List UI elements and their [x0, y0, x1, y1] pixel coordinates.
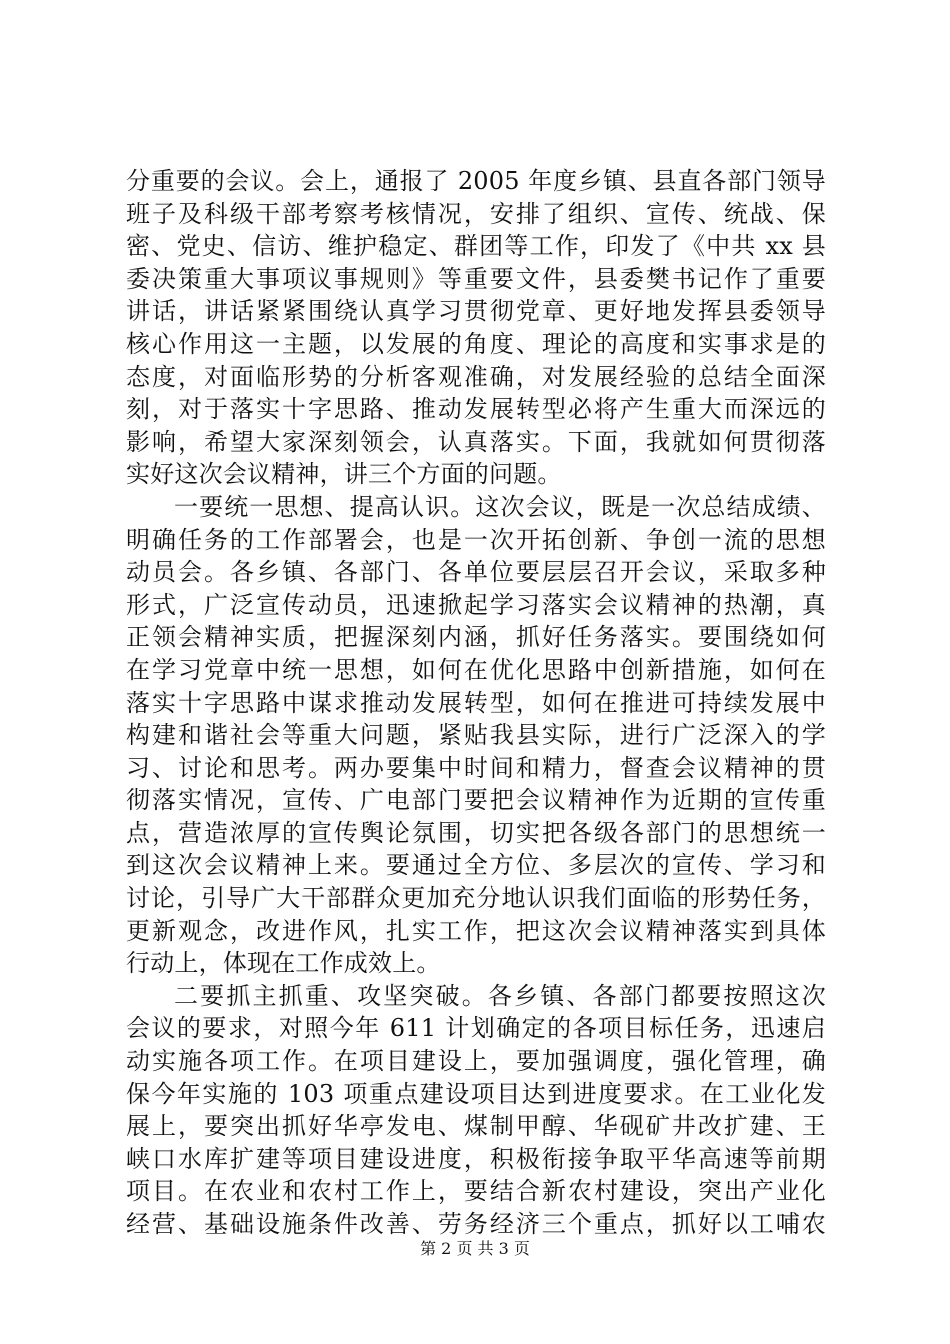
text-line: 点，营造浓厚的宣传舆论氛围，切实把各级各部门的思想统一 — [126, 818, 826, 847]
page-footer: 第 2 页 共 3 页 — [420, 1239, 530, 1258]
text-line: 讲话，讲话紧紧围绕认真学习贯彻党章、更好地发挥县委领导 — [126, 297, 826, 326]
text-line: 会议的要求，对照今年 611 计划确定的各项目标任务，迅速启 — [126, 1014, 826, 1043]
text-line: 构建和谐社会等重大问题，紧贴我县实际，进行广泛深入的学 — [126, 721, 826, 750]
text-line: 刻，对于落实十字思路、推动发展转型必将产生重大而深远的 — [126, 395, 826, 424]
text-line: 形式，广泛宣传动员，迅速掀起学习落实会议精神的热潮，真 — [126, 590, 826, 619]
text-line: 核心作用这一主题，以发展的角度、理论的高度和实事求是的 — [126, 329, 826, 358]
text-line: 展上，要突出抓好华亭发电、煤制甲醇、华砚矿井改扩建、王 — [126, 1112, 826, 1141]
text-line: 在学习党章中统一思想，如何在优化思路中创新措施，如何在 — [126, 655, 826, 684]
body-text — [126, 165, 826, 1241]
text-line: 动员会。各乡镇、各部门、各单位要层层召开会议，采取多种 — [126, 558, 826, 587]
text-line: 更新观念，改进作风，扎实工作，把这次会议精神落实到具体 — [126, 916, 826, 945]
text-line: 委决策重大事项议事规则》等重要文件，县委樊书记作了重要 — [126, 264, 826, 293]
text-line: 正领会精神实质，把握深刻内涵，抓好任务落实。要围绕如何 — [126, 623, 826, 652]
text-line: 班子及科级干部考察考核情况，安排了组织、宣传、统战、保 — [126, 199, 826, 228]
text-line: 动实施各项工作。在项目建设上，要加强调度，强化管理，确 — [126, 1047, 826, 1076]
text-line: 峡口水库扩建等项目建设进度，积极衔接争取平华高速等前期 — [126, 1144, 826, 1173]
text-line: 落实十字思路中谋求推动发展转型，如何在推进可持续发展中 — [126, 688, 826, 717]
text-line: 实好这次会议精神，讲三个方面的问题。 — [126, 460, 562, 489]
text-line: 态度，对面临形势的分析客观准确，对发展经验的总结全面深 — [126, 362, 826, 391]
text-line: 行动上，体现在工作成效上。 — [126, 949, 441, 978]
text-line: 二要抓主抓重、攻坚突破。各乡镇、各部门都要按照这次 — [174, 981, 826, 1010]
text-line: 到这次会议精神上来。要通过全方位、多层次的宣传、学习和 — [126, 851, 826, 880]
text-line: 讨论，引导广大干部群众更加充分地认识我们面临的形势任务， — [126, 884, 826, 913]
text-line: 明确任务的工作部署会，也是一次开拓创新、争创一流的思想 — [126, 525, 826, 554]
text-line: 习、讨论和思考。两办要集中时间和精力，督查会议精神的贯 — [126, 753, 826, 782]
text-line: 影响，希望大家深刻领会，认真落实。下面，我就如何贯彻落 — [126, 427, 826, 456]
text-line: 保今年实施的 103 项重点建设项目达到进度要求。在工业化发 — [126, 1079, 826, 1108]
text-line: 彻落实情况，宣传、广电部门要把会议精神作为近期的宣传重 — [126, 786, 826, 815]
text-line: 分重要的会议。会上，通报了 2005 年度乡镇、县直各部门领导 — [126, 167, 826, 195]
text-line: 经营、基础设施条件改善、劳务经济三个重点，抓好以工哺农 — [126, 1210, 826, 1238]
text-line: 项目。在农业和农村工作上，要结合新农村建设，突出产业化 — [126, 1177, 826, 1206]
text-line: 一要统一思想、提高认识。这次会议，既是一次总结成绩、 — [174, 492, 826, 521]
text-line: 密、党史、信访、维护稳定、群团等工作，印发了《中共 xx 县 — [126, 232, 826, 261]
